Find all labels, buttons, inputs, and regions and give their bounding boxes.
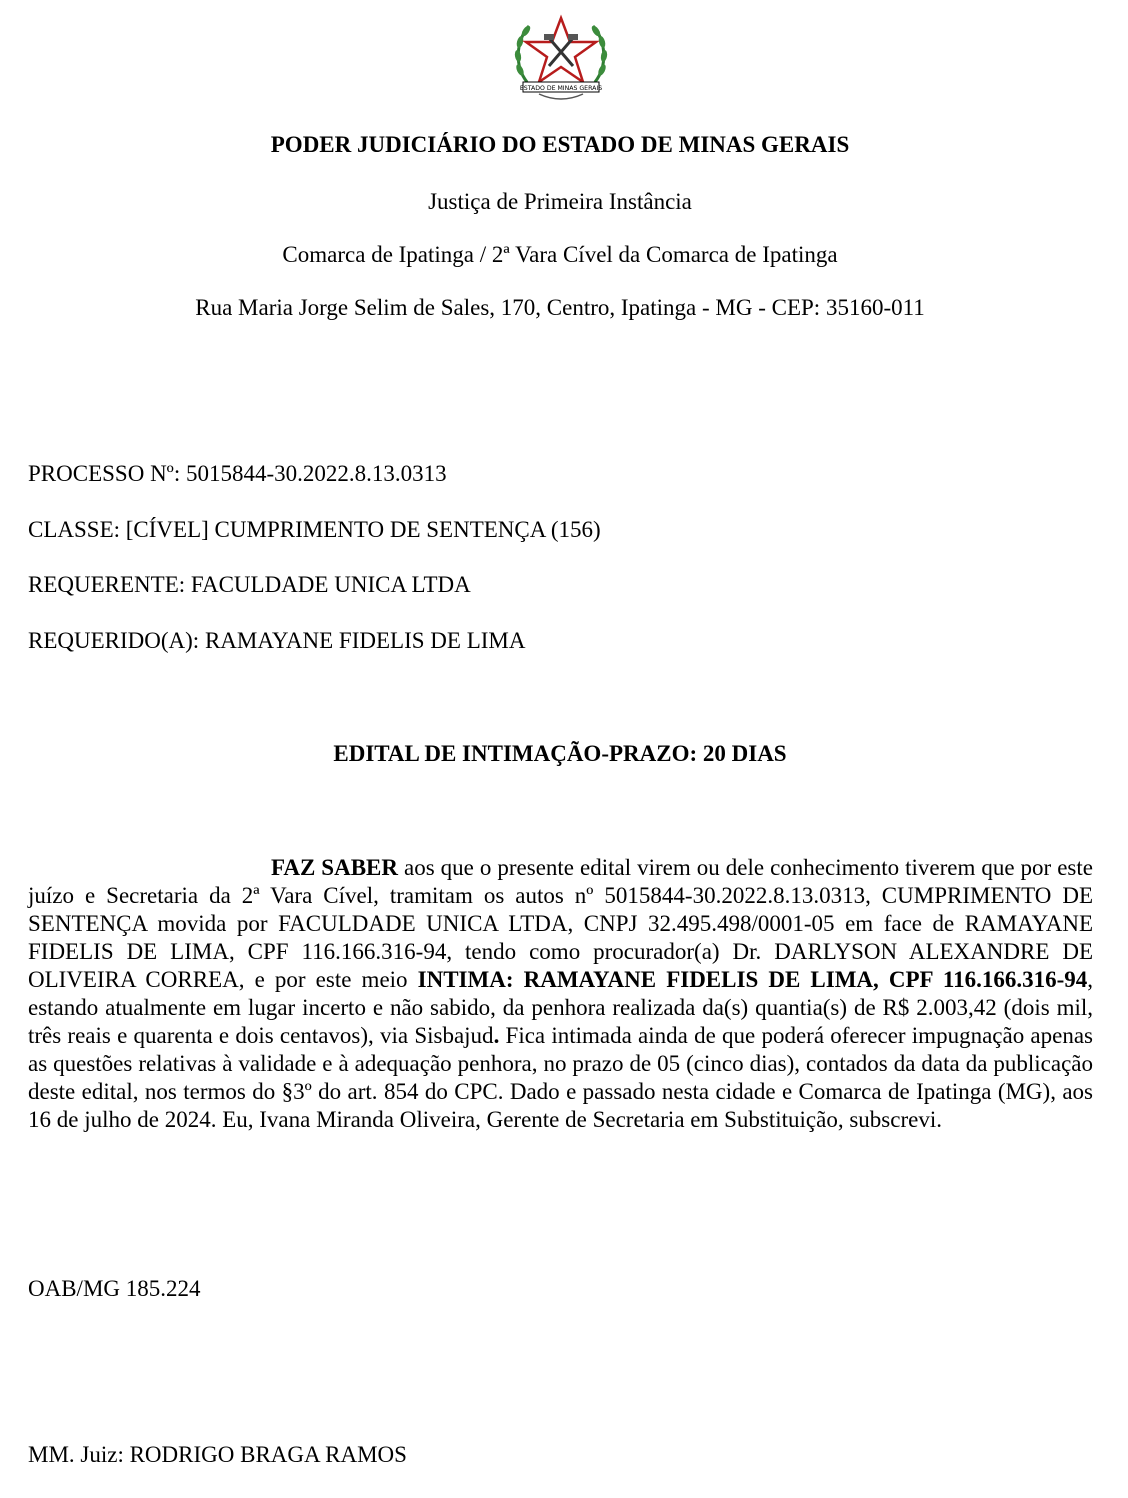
court-title: PODER JUDICIÁRIO DO ESTADO DE MINAS GERAIS <box>270 132 850 157</box>
comarca-line: Comarca de Ipatinga / 2ª Vara Cível da Comarca de Ipatinga <box>282 242 838 267</box>
period: . <box>493 1023 500 1048</box>
classe-line: CLASSE: [CÍVEL] CUMPRIMENTO DE SENTENÇA (156) <box>28 517 601 542</box>
edital-title: EDITAL DE INTIMAÇÃO-PRAZO: 20 DIAS <box>333 741 787 766</box>
requerido-line: REQUERIDO(A): RAMAYANE FIDELIS DE LIMA <box>28 628 526 653</box>
edital-body <box>28 854 1093 1134</box>
body-text-3: Fica intimada ainda de que poderá oferecer impugnação apenas as questões relativas à validade e à adequação penhora, no prazo de 05 (cinco dias), contados da data da publicação deste edital, nos termos do §3º do art. 854 do CPC. Dado e passado nesta cidade e Comarca de Ipatinga (MG), aos 16 de julho de 2024. Eu, Ivana Miranda Oliveira, Gerente de Secretaria em Substituição, subscrevi. <box>28 1023 1094 1132</box>
instance-line: Justiça de Primeira Instância <box>428 189 692 214</box>
oab-line: OAB/MG 185.224 <box>28 1276 201 1301</box>
judge-line: MM. Juiz: RODRIGO BRAGA RAMOS <box>28 1442 407 1467</box>
processo-line: PROCESSO Nº: 5015844-30.2022.8.13.0313 <box>28 461 447 486</box>
requerente-line: REQUERENTE: FACULDADE UNICA LTDA <box>28 572 471 597</box>
intima-text: INTIMA: RAMAYANE FIDELIS DE LIMA, CPF 116.166.316-94 <box>417 967 1088 992</box>
body-text-2: , estando atualmente em lugar incerto e não sabido, da penhora realizada da(s) quantia(s) de R$ 2.003,42 (dois mil, três reais e quarenta e dois centavos), via Sisbajud <box>28 967 1093 1048</box>
faz-saber: FAZ SABER <box>271 855 398 880</box>
address-line: Rua Maria Jorge Selim de Sales, 170, Centro, Ipatinga - MG - CEP: 35160-011 <box>195 295 925 320</box>
body-text-1: aos que o presente edital virem ou dele conhecimento tiverem que por este juízo e Secretaria da 2ª Vara Cível, tramitam os autos nº 5015844-30.2022.8.13.0313, CUMPRIMENTO DE SENTENÇA movida por FACULDADE UNICA LTDA, CNPJ 32.495.498/0001-05 em face de RAMAYANE FIDELIS DE LIMA, CPF 116.166.316-94, tendo como procurador(a) Dr. DARLYSON ALEXANDRE DE OLIVEIRA CORREA, e por este meio <box>28 855 1093 992</box>
coat-of-arms-icon <box>509 12 613 102</box>
svg-text:ESTADO DE MINAS GERAIS: ESTADO DE MINAS GERAIS <box>519 85 603 92</box>
